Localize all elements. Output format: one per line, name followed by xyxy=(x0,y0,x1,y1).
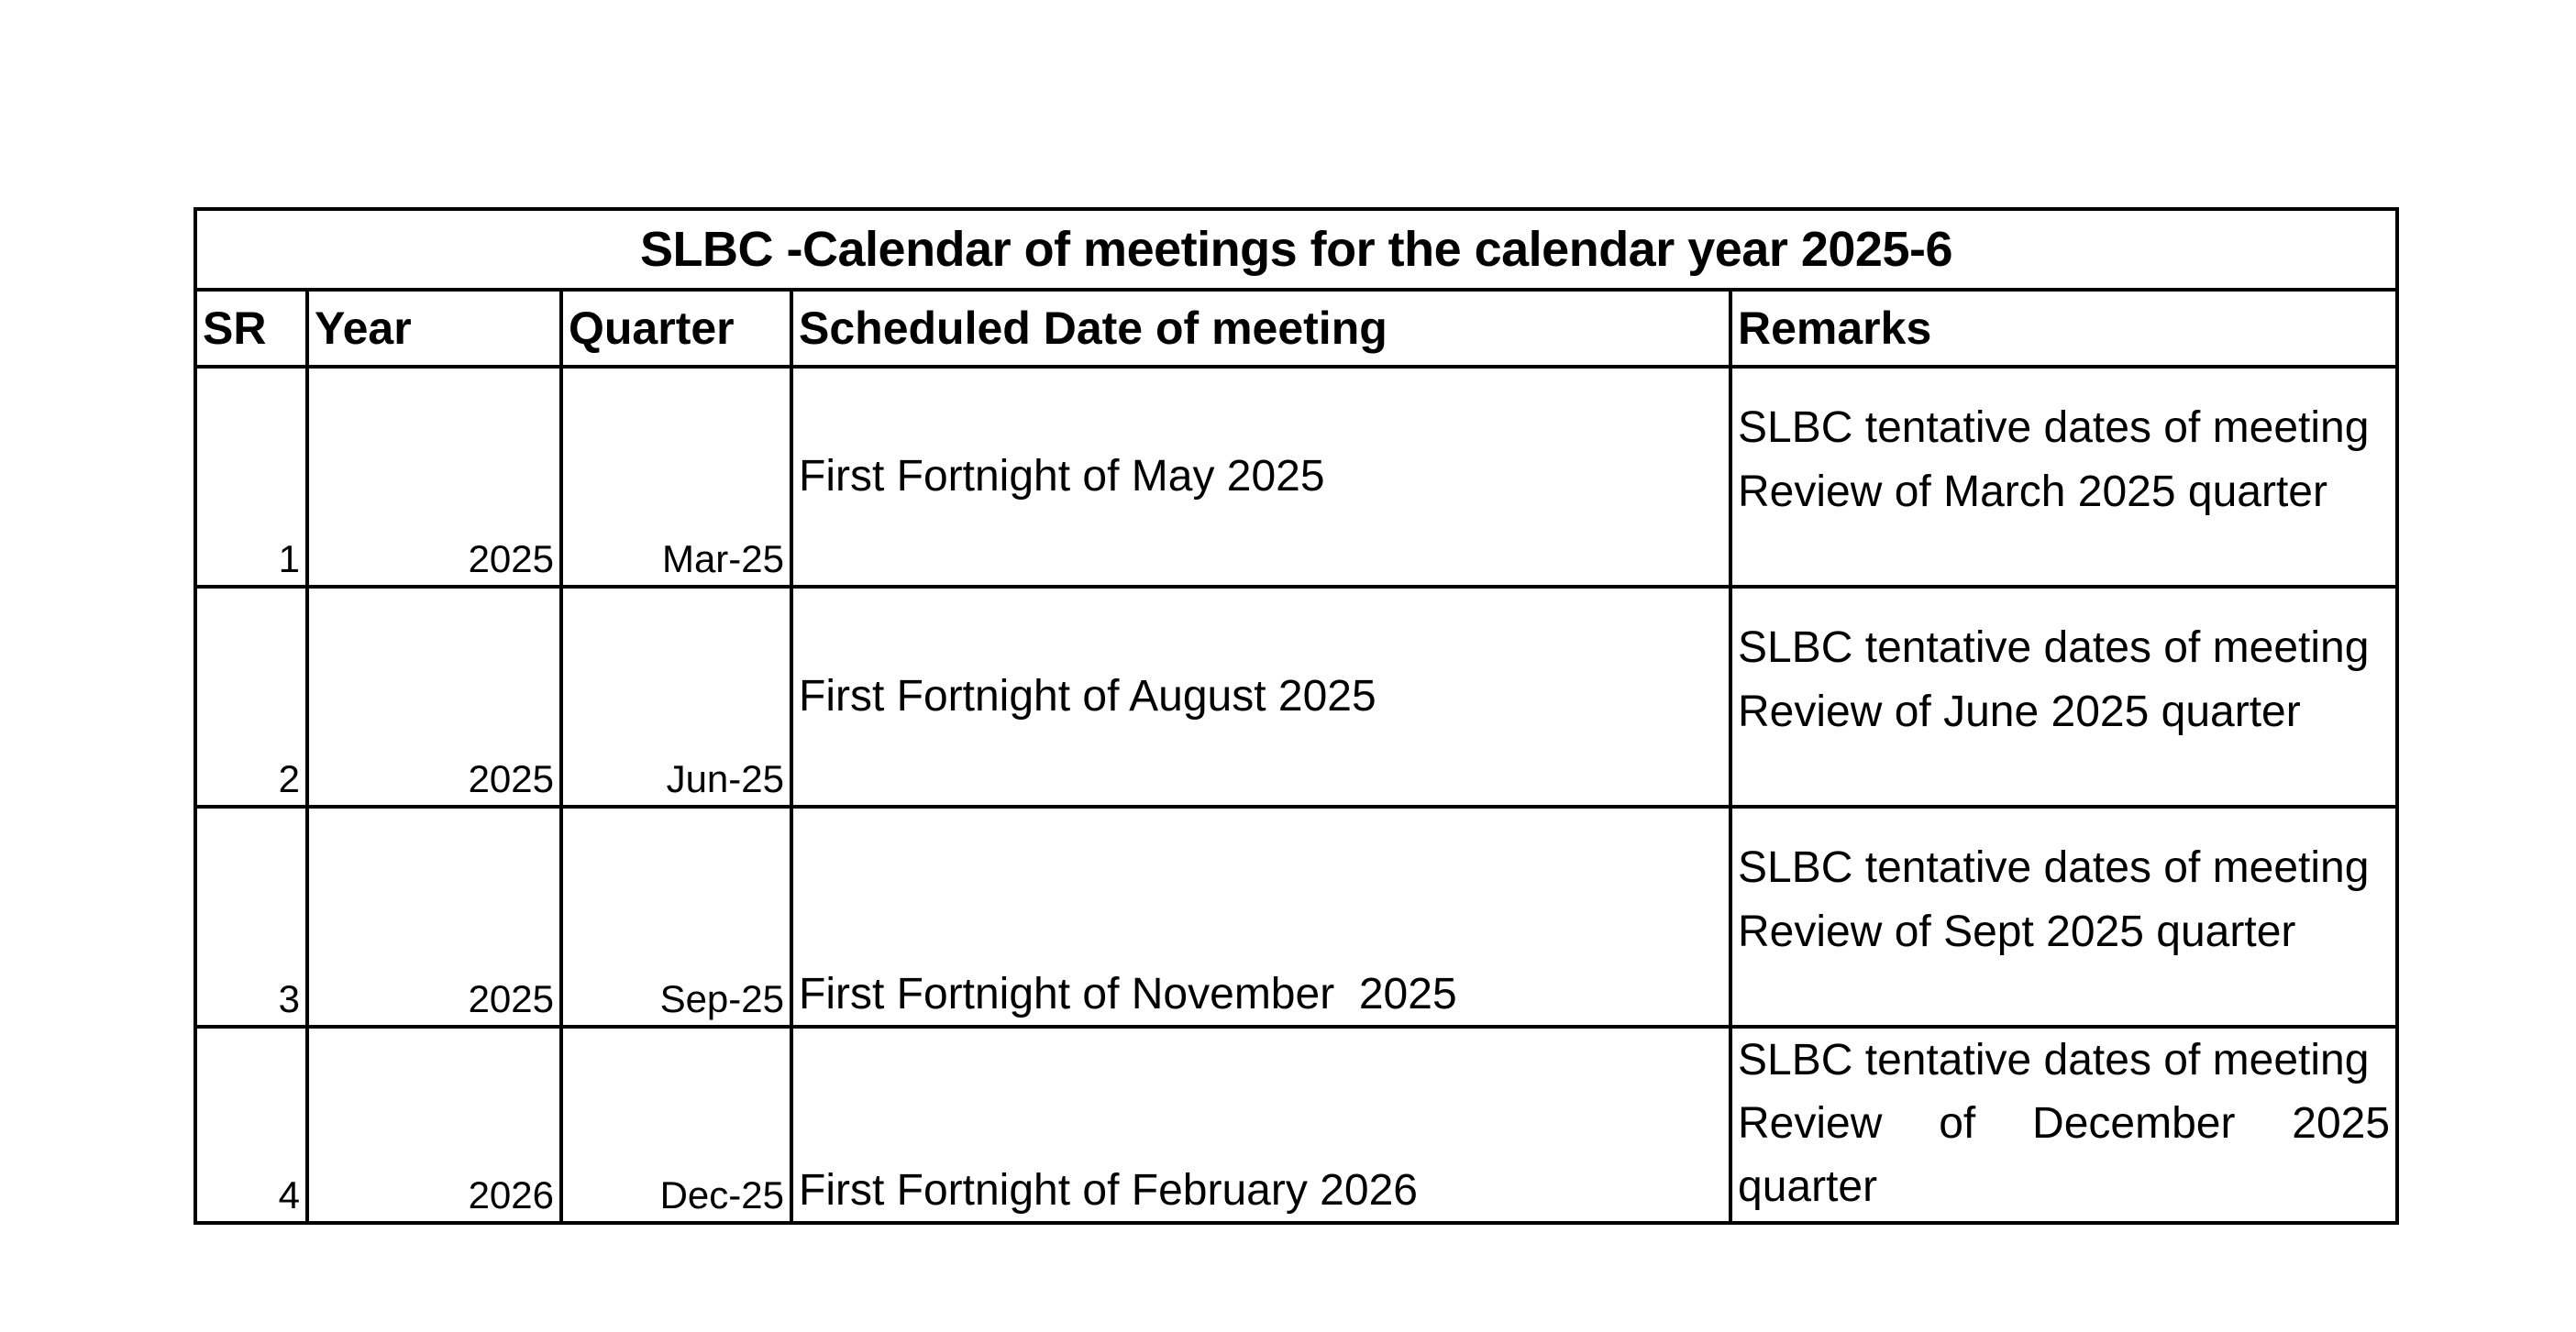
year-cell: 2025 xyxy=(307,807,561,1027)
sr-cell: 1 xyxy=(195,367,307,587)
remarks-cell xyxy=(1730,807,2397,1027)
remarks-line-1: SLBC tentative dates of meeting xyxy=(1738,1036,2370,1084)
remarks-cell xyxy=(1730,587,2397,807)
remarks-line-2: Review of Sept 2025 quarter xyxy=(1738,908,2296,956)
header-sr: SR xyxy=(195,290,307,367)
sr-cell: 2 xyxy=(195,587,307,807)
meeting-calendar-table xyxy=(193,207,2399,1225)
table-row xyxy=(195,587,2397,807)
quarter-cell: Sep-25 xyxy=(561,807,791,1027)
year-cell: 2026 xyxy=(307,1027,561,1223)
table-title: SLBC -Calendar of meetings for the calendar year 2025-6 xyxy=(195,209,2397,290)
header-year: Year xyxy=(307,290,561,367)
sr-cell: 4 xyxy=(195,1027,307,1223)
scheduled-date-cell: First Fortnight of November 2025 xyxy=(791,807,1730,1027)
quarter-cell: Dec-25 xyxy=(561,1027,791,1223)
header-scheduled-date: Scheduled Date of meeting xyxy=(791,290,1730,367)
remarks-cell xyxy=(1730,1027,2397,1223)
remarks-line-1: SLBC tentative dates of meeting xyxy=(1738,403,2370,452)
title-row xyxy=(195,209,2397,290)
scheduled-date-cell: First Fortnight of February 2026 xyxy=(791,1027,1730,1223)
year-cell: 2025 xyxy=(307,367,561,587)
scheduled-date-cell: First Fortnight of August 2025 xyxy=(791,587,1730,807)
remarks-cell xyxy=(1730,367,2397,587)
remarks-line-1: SLBC tentative dates of meeting xyxy=(1738,843,2370,892)
header-remarks: Remarks xyxy=(1730,290,2397,367)
remarks-line-2: Review of December 2025 quarter xyxy=(1738,1099,2391,1211)
scheduled-date-cell: First Fortnight of May 2025 xyxy=(791,367,1730,587)
header-quarter: Quarter xyxy=(561,290,791,367)
quarter-cell: Mar-25 xyxy=(561,367,791,587)
quarter-cell: Jun-25 xyxy=(561,587,791,807)
sr-cell: 3 xyxy=(195,807,307,1027)
year-cell: 2025 xyxy=(307,587,561,807)
table-row xyxy=(195,367,2397,587)
table-row xyxy=(195,807,2397,1027)
remarks-line-2: Review of June 2025 quarter xyxy=(1738,688,2301,736)
remarks-line-2: Review of March 2025 quarter xyxy=(1738,468,2327,516)
remarks-line-1: SLBC tentative dates of meeting xyxy=(1738,623,2370,672)
header-row xyxy=(195,290,2397,367)
table-row xyxy=(195,1027,2397,1223)
